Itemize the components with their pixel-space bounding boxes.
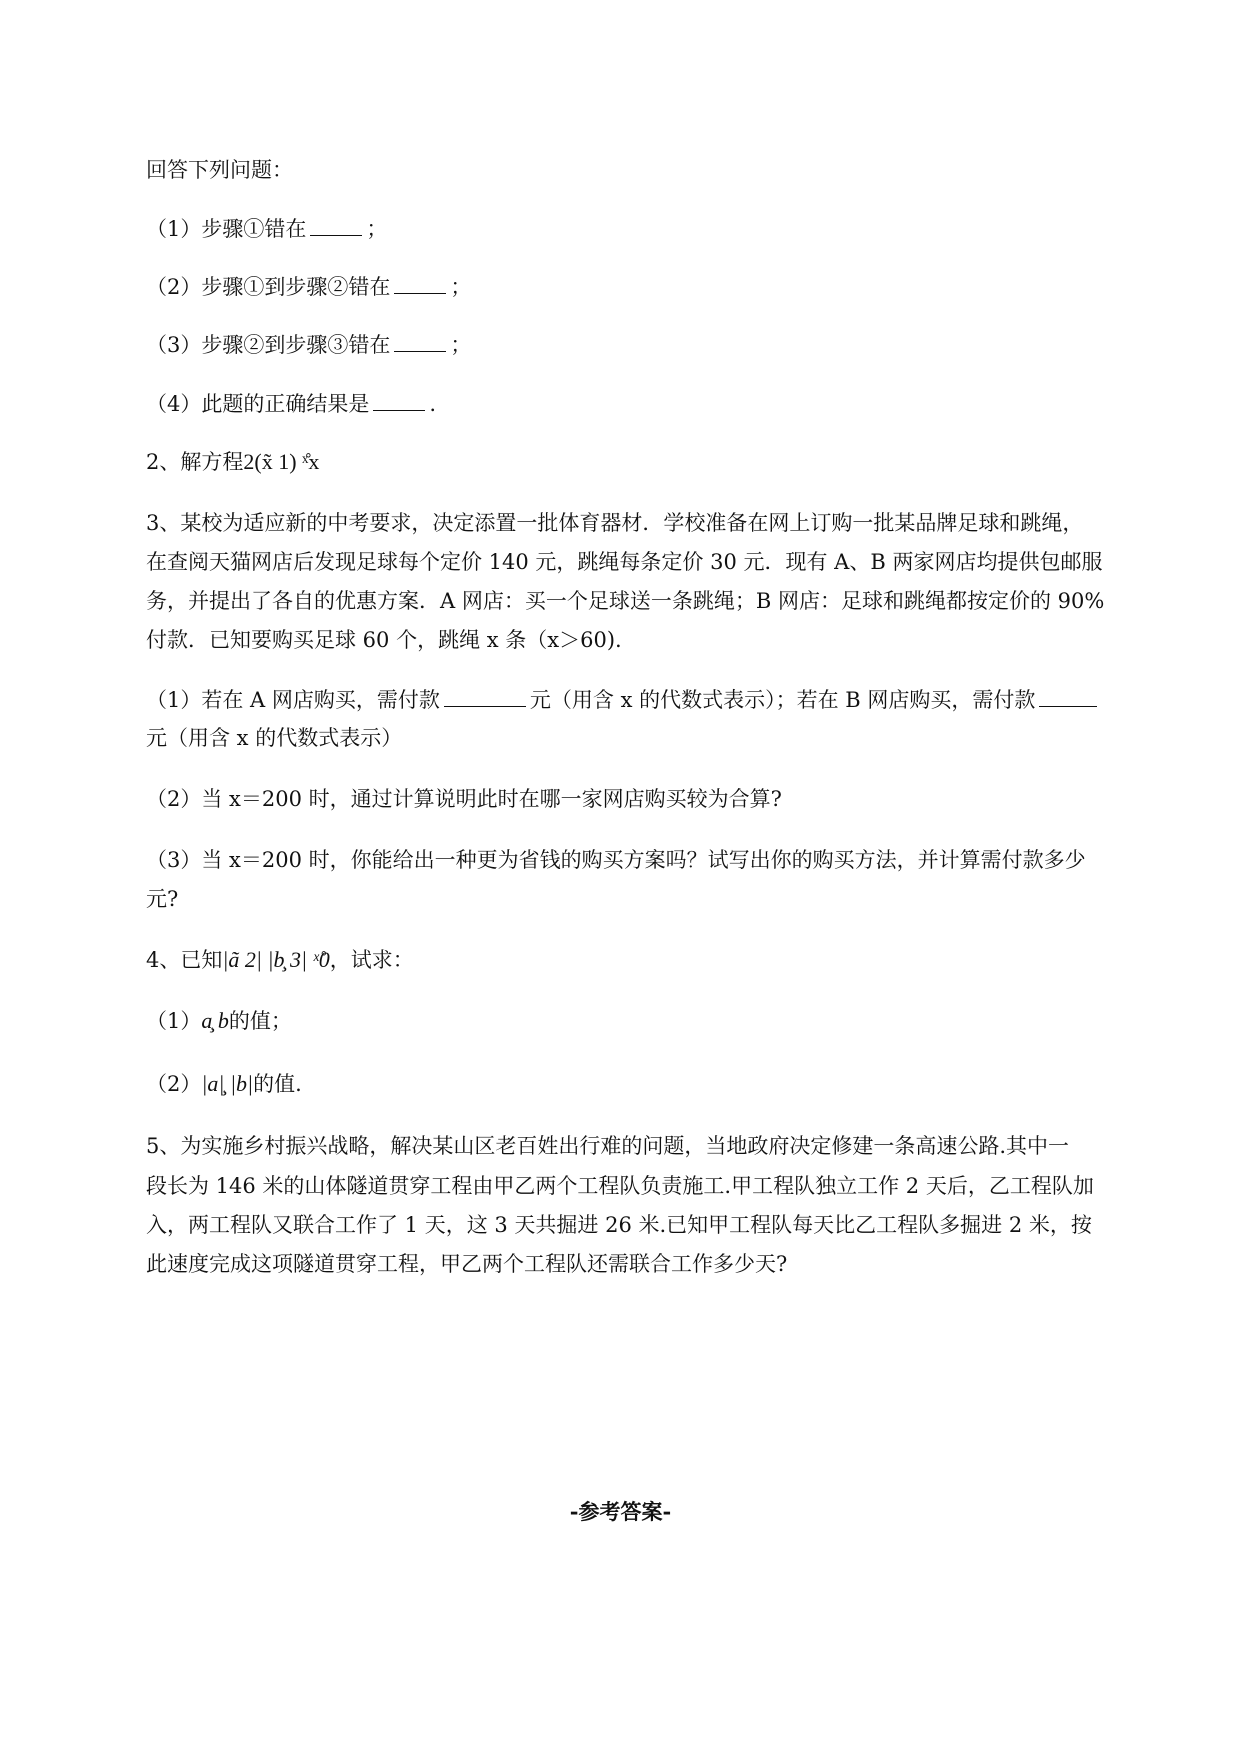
q1-part-3-text: （3）步骤②到步骤③错在 <box>146 333 391 357</box>
q4-expression: |ã 2| |b̧ 3| ˣ̊0 <box>222 947 330 972</box>
q3-part-1 <box>146 685 1166 715</box>
q3-line-1: 3、某校为适应新的中考要求，决定添置一批体育器材．学校准备在网上订购一批某品牌足球和跳绳， <box>146 511 1084 535</box>
q4-suffix: ，试求： <box>329 948 414 972</box>
q4-line <box>146 945 1166 975</box>
q4-part-1-label: （1） <box>146 1009 202 1033</box>
q5-line-1: 5、为实施乡村振兴战略，解决某山区老百姓出行难的问题，当地政府决定修建一条高速公路.其中一 <box>146 1134 1070 1158</box>
q3-line-4: 付款．已知要购买足球 60 个，跳绳 x 条（x＞60). <box>146 628 622 652</box>
q5-line-3: 入，两工程队又联合工作了 1 天，这 3 天共掘进 26 米.已知甲工程队每天比乙工程队多掘进 2 米，按 <box>146 1213 1092 1237</box>
q3-part-2: （2）当 x＝200 时，通过计算说明此时在哪一家网店购买较为合算? <box>146 787 782 811</box>
q1-part-3 <box>146 330 1166 360</box>
q4-part-2-label: （2） <box>146 1072 202 1096</box>
q4-part-2-expr: |a|̧ |b| <box>201 1071 254 1096</box>
q4-part-1-expr: a̧ b <box>201 1008 229 1033</box>
q2-line <box>146 447 1166 477</box>
q4-part-2 <box>146 1069 1166 1099</box>
q1-part-4-text: （4）此题的正确结果是 <box>146 392 370 416</box>
q5-line-4: 此速度完成这项隧道贯穿工程，甲乙两个工程队还需联合工作多少天? <box>146 1252 788 1276</box>
q4-part-1-suffix: 的值； <box>228 1009 292 1033</box>
q1-part-1-text: （1）步骤①错在 <box>146 217 307 241</box>
q4-part-1 <box>146 1006 1166 1036</box>
q1-part-3-suffix: ； <box>450 333 472 357</box>
intro-text: 回答下列问题： <box>146 158 293 182</box>
q2-equation: 2(x̃ 1) ˣ̊x <box>243 449 320 474</box>
q5-line-2: 段长为 146 米的山体隧道贯穿工程由甲乙两个工程队负责施工.甲工程队独立工作 2 天后，乙工程队加 <box>146 1174 1094 1198</box>
q3-part-1-text-b: 元（用含 x 的代数式表示）；若在 B 网店购买，需付款 <box>529 688 1036 712</box>
q1-part-4 <box>146 389 1166 419</box>
q1-part-1-suffix: ； <box>366 217 388 241</box>
answer-blank <box>394 331 446 352</box>
q3-line-2: 在查阅天猫网店后发现足球每个定价 140 元，跳绳每条定价 30 元．现有 A、B 两家网店均提供包邮服 <box>146 550 1103 574</box>
q1-part-1 <box>146 214 1166 244</box>
answer-blank <box>394 273 446 294</box>
answer-section-title: -参考答案- <box>569 1499 672 1524</box>
q3-part-3: （3）当 x＝200 时，你能给出一种更为省钱的购买方案吗？试写出你的购买方法，并计算需付款多少 <box>146 848 1086 872</box>
q1-part-2-suffix: ； <box>450 275 472 299</box>
q4-part-2-suffix: 的值. <box>253 1072 302 1096</box>
answer-blank <box>444 686 526 707</box>
q1-part-2-text: （2）步骤①到步骤②错在 <box>146 275 391 299</box>
answer-blank <box>310 215 362 236</box>
q4-prefix: 4、已知 <box>146 948 223 972</box>
answer-blank <box>1039 686 1097 707</box>
q1-part-4-suffix: . <box>429 392 437 416</box>
answer-blank <box>373 390 425 411</box>
q2-prefix: 2、解方程 <box>146 450 244 474</box>
q3-part-1-text-a: （1）若在 A 网店购买，需付款 <box>146 688 440 712</box>
q3-part-3-cont: 元? <box>146 887 179 911</box>
q3-part-1-cont: 元（用含 x 的代数式表示） <box>146 726 403 750</box>
q3-line-3: 务，并提出了各自的优惠方案．A 网店：买一个足球送一条跳绳；B 网店：足球和跳绳都按定价的 90% <box>146 589 1105 613</box>
q1-part-2 <box>146 272 1166 302</box>
